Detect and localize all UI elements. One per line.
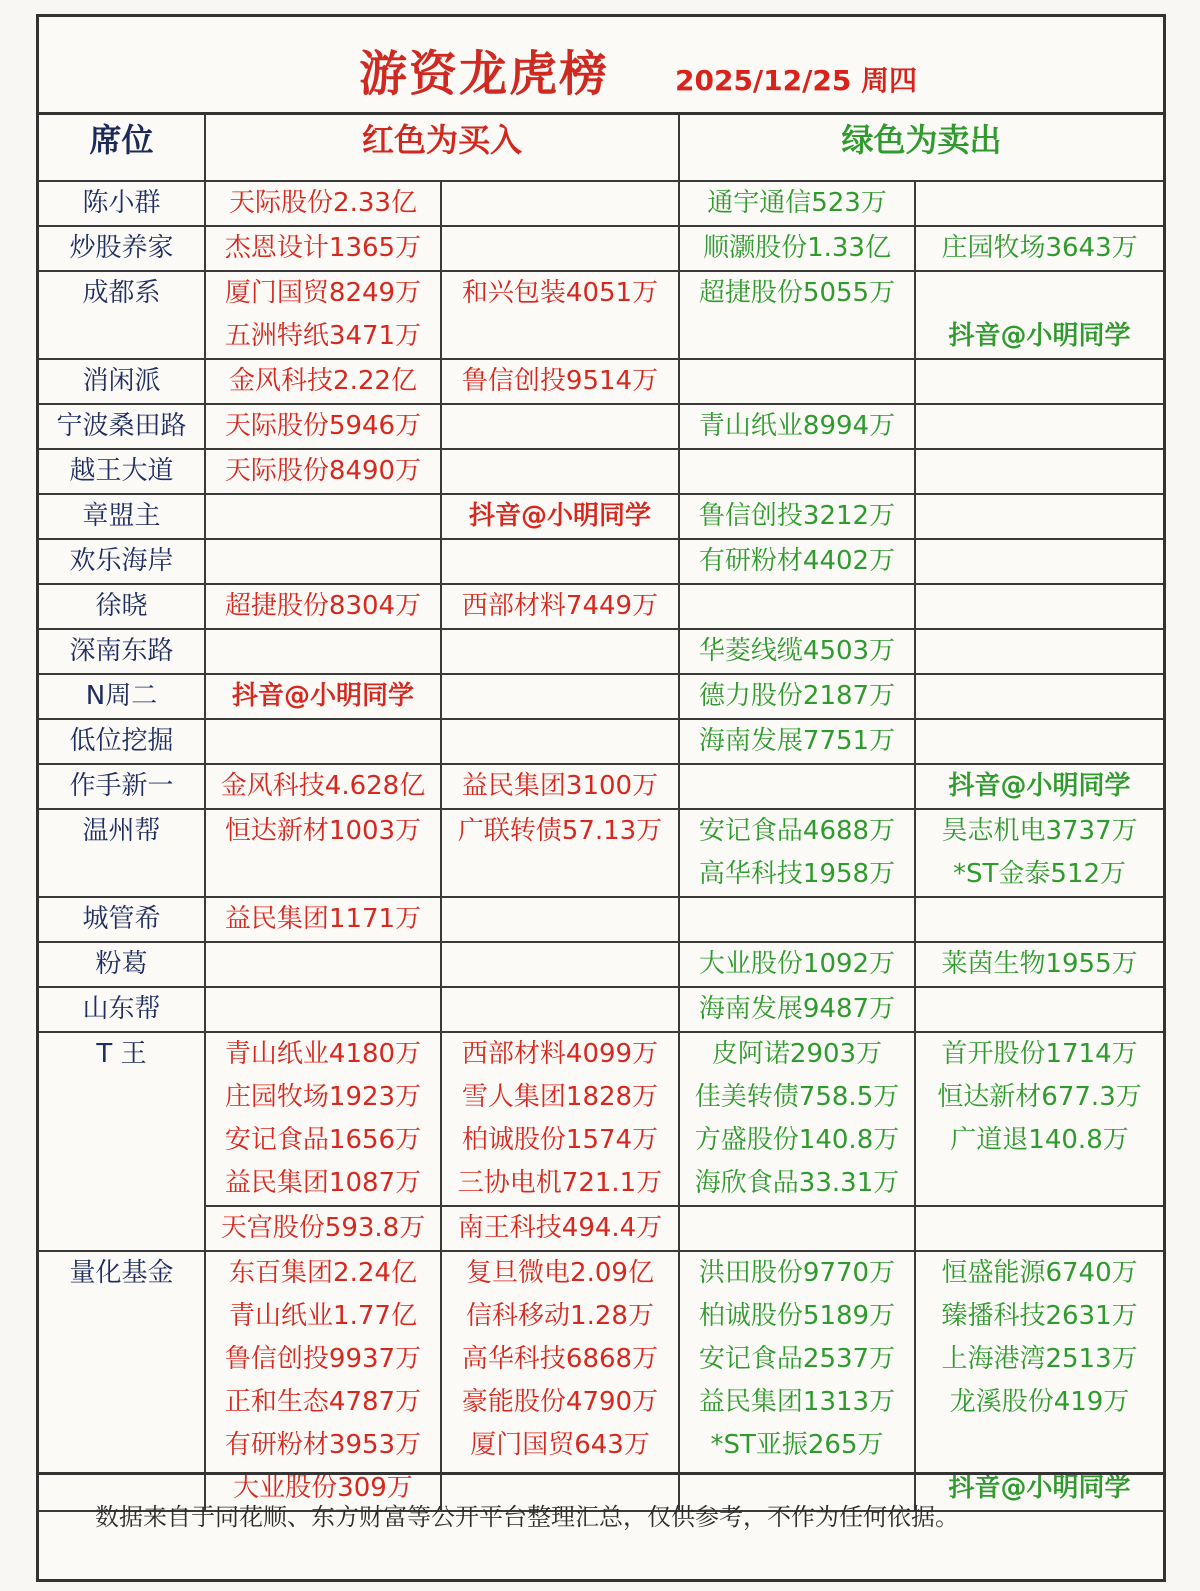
seat-name: 粉葛 xyxy=(39,942,205,987)
seat-name: 低位挖掘 xyxy=(39,719,205,764)
sell-cell xyxy=(915,674,1163,719)
buy-entry: 杰恩设计1365万 xyxy=(224,233,422,263)
buy-cell xyxy=(205,584,441,629)
buy-entry: 鲁信创投9514万 xyxy=(461,366,659,396)
watermark-text: 抖音@小明同学 xyxy=(948,771,1131,801)
sell-entry xyxy=(680,765,914,808)
sell-entry: 超捷股份5055万 xyxy=(698,278,896,308)
sell-cell xyxy=(915,897,1163,942)
sell-cell xyxy=(915,987,1163,1032)
watermark-text: 抖音@小明同学 xyxy=(948,321,1131,351)
buy-entry xyxy=(206,943,440,986)
buy-entry: 厦门国贸643万 xyxy=(470,1430,650,1460)
buy-cell xyxy=(441,719,679,764)
seat-name: 成都系 xyxy=(39,271,205,359)
buy-entry: 正和生态4787万 xyxy=(224,1387,422,1417)
table-row xyxy=(39,809,1163,897)
buy-entry xyxy=(442,675,678,718)
sell-cell xyxy=(679,1032,915,1206)
sell-entry xyxy=(916,495,1163,538)
buy-entry: 超捷股份8304万 xyxy=(224,591,422,621)
sell-entry: 广道退140.8万 xyxy=(950,1125,1129,1155)
buy-entry xyxy=(206,853,440,896)
sell-cell xyxy=(679,942,915,987)
sell-entry: 益民集团1313万 xyxy=(698,1387,896,1417)
buy-cell xyxy=(441,1206,679,1251)
table-row xyxy=(39,629,1163,674)
table-row xyxy=(39,764,1163,809)
table-row xyxy=(39,226,1163,271)
watermark-text: 抖音@小明同学 xyxy=(469,501,652,531)
buy-entry: 恒达新材1003万 xyxy=(224,816,422,846)
sell-cell xyxy=(915,764,1163,809)
sell-entry xyxy=(916,405,1163,448)
sell-cell xyxy=(679,674,915,719)
sell-entry xyxy=(680,1207,914,1250)
buy-entry: 西部材料4099万 xyxy=(461,1039,659,1069)
sell-entry xyxy=(916,450,1163,493)
buy-entry: 和兴包装4051万 xyxy=(461,278,659,308)
sell-entry: 安记食品4688万 xyxy=(698,816,896,846)
buy-entry: 庄园牧场1923万 xyxy=(224,1082,422,1112)
sell-entry xyxy=(680,360,914,403)
sell-cell xyxy=(679,719,915,764)
sell-cell xyxy=(679,539,915,584)
buy-cell xyxy=(441,226,679,271)
buy-entry: 高华科技6868万 xyxy=(461,1344,659,1374)
sell-cell xyxy=(679,1206,915,1251)
sell-entry: 青山纸业8994万 xyxy=(698,411,896,441)
seat-name: 消闲派 xyxy=(39,359,205,404)
sell-entry xyxy=(916,675,1163,718)
buy-cell xyxy=(205,494,441,539)
buy-cell xyxy=(441,809,679,897)
sell-cell xyxy=(679,359,915,404)
table-row xyxy=(39,539,1163,584)
sell-cell xyxy=(915,181,1163,226)
sell-entry: 庄园牧场3643万 xyxy=(941,233,1138,263)
sell-entry xyxy=(916,630,1163,673)
buy-entry xyxy=(442,540,678,583)
sell-entry xyxy=(680,585,914,628)
sell-entry: 臻播科技2631万 xyxy=(941,1301,1138,1331)
sell-entry: 佳美转债758.5万 xyxy=(694,1082,900,1112)
sell-entry xyxy=(680,898,914,941)
watermark-text: 抖音@小明同学 xyxy=(948,1473,1131,1503)
buy-entry: 豪能股份4790万 xyxy=(461,1387,659,1417)
sell-cell xyxy=(679,809,915,897)
buy-entry xyxy=(442,405,678,448)
buy-cell xyxy=(205,942,441,987)
buy-entry: 柏诚股份1574万 xyxy=(461,1125,659,1155)
buy-cell xyxy=(205,719,441,764)
buy-cell xyxy=(441,987,679,1032)
seat-name: 徐晓 xyxy=(39,584,205,629)
buy-cell xyxy=(205,359,441,404)
sell-entry: 昊志机电3737万 xyxy=(941,816,1138,846)
table-row xyxy=(39,584,1163,629)
buy-cell xyxy=(441,764,679,809)
buy-entry: 厦门国贸8249万 xyxy=(224,278,422,308)
table-row xyxy=(39,181,1163,226)
buy-cell xyxy=(205,271,441,359)
sell-entry xyxy=(916,720,1163,763)
buy-cell xyxy=(441,181,679,226)
seat-name: 作手新一 xyxy=(39,764,205,809)
buy-cell xyxy=(205,449,441,494)
buy-entry xyxy=(442,898,678,941)
table-row xyxy=(39,449,1163,494)
sell-entry: 高华科技1958万 xyxy=(698,859,896,889)
table-row xyxy=(39,987,1163,1032)
buy-cell xyxy=(205,1206,441,1251)
sell-cell xyxy=(915,404,1163,449)
sell-cell xyxy=(679,897,915,942)
header-row xyxy=(39,115,1163,181)
table-row xyxy=(39,494,1163,539)
footer xyxy=(39,1472,1163,1582)
buy-entry xyxy=(206,720,440,763)
buy-entry: 安记食品1656万 xyxy=(224,1125,422,1155)
buy-cell xyxy=(441,942,679,987)
buy-cell xyxy=(441,584,679,629)
buy-entry: 天际股份5946万 xyxy=(224,411,422,441)
sell-entry xyxy=(680,315,914,358)
buy-entry xyxy=(442,182,678,225)
sell-entry xyxy=(916,360,1163,403)
buy-entry: 青山纸业4180万 xyxy=(224,1039,422,1069)
buy-entry xyxy=(442,450,678,493)
buy-entry: 广联转债57.13万 xyxy=(457,816,663,846)
buy-cell xyxy=(205,181,441,226)
sell-entry: 首开股份1714万 xyxy=(941,1039,1138,1069)
buy-cell xyxy=(441,897,679,942)
buy-cell xyxy=(441,674,679,719)
sell-cell xyxy=(679,226,915,271)
seat-name: 宁波桑田路 xyxy=(39,404,205,449)
buy-entry xyxy=(206,495,440,538)
sell-entry xyxy=(916,1162,1163,1205)
table-row xyxy=(39,271,1163,359)
buy-entry: 天宫股份593.8万 xyxy=(220,1213,426,1243)
sell-entry: 柏诚股份5189万 xyxy=(698,1301,896,1331)
buy-entry xyxy=(442,853,678,896)
sell-cell xyxy=(679,449,915,494)
table-row xyxy=(39,674,1163,719)
buy-entry: 青山纸业1.77亿 xyxy=(229,1301,417,1331)
sell-entry xyxy=(916,585,1163,628)
seat-name: 章盟主 xyxy=(39,494,205,539)
buy-cell xyxy=(205,226,441,271)
buy-cell xyxy=(205,674,441,719)
table-row xyxy=(39,404,1163,449)
seat-name: 温州帮 xyxy=(39,809,205,897)
sell-cell xyxy=(679,987,915,1032)
sell-cell xyxy=(915,1206,1163,1251)
sell-entry xyxy=(680,450,914,493)
buy-cell xyxy=(441,494,679,539)
sell-entry: 洪田股份9770万 xyxy=(698,1258,896,1288)
sell-entry: 鲁信创投3212万 xyxy=(698,501,896,531)
buy-entry: 大业股份309万 xyxy=(233,1473,413,1503)
table-row xyxy=(39,897,1163,942)
buy-entry: 天际股份8490万 xyxy=(224,456,422,486)
sell-cell xyxy=(915,226,1163,271)
buy-entry: 益民集团3100万 xyxy=(461,771,659,801)
buy-entry xyxy=(442,988,678,1031)
buy-entry: 鲁信创投9937万 xyxy=(224,1344,422,1374)
buy-entry: 三协电机721.1万 xyxy=(457,1168,663,1198)
sell-cell xyxy=(915,629,1163,674)
sell-cell xyxy=(915,271,1163,359)
header-buy: 红色为买入 xyxy=(205,115,679,181)
sell-entry: 上海港湾2513万 xyxy=(941,1344,1138,1374)
buy-cell xyxy=(205,1032,441,1206)
title-bar xyxy=(39,17,1163,115)
seat-name: 深南东路 xyxy=(39,629,205,674)
sell-cell xyxy=(915,449,1163,494)
sell-entry xyxy=(916,1207,1163,1250)
buy-entry: 金风科技4.628亿 xyxy=(220,771,426,801)
seat-name: 山东帮 xyxy=(39,987,205,1032)
seat-name: 炒股养家 xyxy=(39,226,205,271)
watermark-text: 抖音@小明同学 xyxy=(231,681,414,711)
seat-name: 城管希 xyxy=(39,897,205,942)
sell-cell xyxy=(679,271,915,359)
buy-cell xyxy=(441,539,679,584)
sell-entry: *ST金泰512万 xyxy=(953,859,1127,889)
sell-cell xyxy=(679,404,915,449)
seat-table xyxy=(39,115,1163,1512)
buy-entry: 金风科技2.22亿 xyxy=(229,366,417,396)
sell-entry xyxy=(916,898,1163,941)
sell-entry: *ST亚振265万 xyxy=(710,1430,884,1460)
seat-name: 量化基金 xyxy=(39,1251,205,1511)
buy-entry xyxy=(206,630,440,673)
buy-entry xyxy=(442,943,678,986)
buy-cell xyxy=(205,539,441,584)
buy-entry: 东百集团2.24亿 xyxy=(229,1258,417,1288)
sell-cell xyxy=(679,181,915,226)
seat-name: 陈小群 xyxy=(39,181,205,226)
buy-cell xyxy=(205,987,441,1032)
report-date: 2025/12/25 周四 xyxy=(675,64,918,97)
buy-entry: 五洲特纸3471万 xyxy=(224,321,422,351)
sell-entry xyxy=(916,182,1163,225)
sell-cell xyxy=(679,584,915,629)
buy-entry: 益民集团1087万 xyxy=(224,1168,422,1198)
sell-cell xyxy=(679,629,915,674)
buy-entry: 复旦微电2.09亿 xyxy=(466,1258,654,1288)
buy-entry xyxy=(442,227,678,270)
buy-cell xyxy=(205,897,441,942)
buy-entry xyxy=(206,988,440,1031)
sell-entry: 莱茵生物1955万 xyxy=(941,949,1138,979)
sell-entry: 通宇通信523万 xyxy=(707,188,887,218)
buy-entry: 西部材料7449万 xyxy=(461,591,659,621)
buy-cell xyxy=(205,764,441,809)
sell-cell xyxy=(915,1032,1163,1206)
buy-entry: 天际股份2.33亿 xyxy=(229,188,417,218)
sell-cell xyxy=(679,764,915,809)
seat-name: T 王 xyxy=(39,1032,205,1251)
sell-entry: 龙溪股份419万 xyxy=(949,1387,1130,1417)
sell-entry: 大业股份1092万 xyxy=(698,949,896,979)
seat-name: 越王大道 xyxy=(39,449,205,494)
seat-name: 欢乐海岸 xyxy=(39,539,205,584)
sell-cell xyxy=(915,494,1163,539)
seat-name: N周二 xyxy=(39,674,205,719)
sell-entry: 海南发展7751万 xyxy=(698,726,896,756)
buy-cell xyxy=(205,809,441,897)
table-row xyxy=(39,719,1163,764)
sell-cell xyxy=(915,942,1163,987)
sell-entry: 海欣食品33.31万 xyxy=(694,1168,900,1198)
buy-entry: 南王科技494.4万 xyxy=(457,1213,663,1243)
dragon-tiger-board xyxy=(36,14,1166,1582)
buy-entry: 雪人集团1828万 xyxy=(461,1082,659,1112)
buy-entry xyxy=(442,720,678,763)
sell-entry: 顺灏股份1.33亿 xyxy=(703,233,891,263)
buy-entry: 有研粉材3953万 xyxy=(224,1430,422,1460)
sell-entry xyxy=(916,988,1163,1031)
buy-entry: 益民集团1171万 xyxy=(224,904,422,934)
table-row xyxy=(39,1206,1163,1251)
buy-cell xyxy=(441,271,679,359)
sell-cell xyxy=(679,494,915,539)
header-seat: 席位 xyxy=(39,115,205,181)
sell-entry: 皮阿诺2903万 xyxy=(711,1039,883,1069)
sell-entry: 德力股份2187万 xyxy=(698,681,896,711)
buy-cell xyxy=(441,359,679,404)
sell-entry xyxy=(916,540,1163,583)
sell-entry: 安记食品2537万 xyxy=(698,1344,896,1374)
buy-entry xyxy=(442,630,678,673)
sell-entry: 方盛股份140.8万 xyxy=(694,1125,900,1155)
buy-cell xyxy=(441,629,679,674)
buy-entry xyxy=(206,540,440,583)
sell-cell xyxy=(915,584,1163,629)
buy-entry: 信科移动1.28万 xyxy=(466,1301,654,1331)
table-row xyxy=(39,942,1163,987)
buy-cell xyxy=(441,404,679,449)
buy-cell xyxy=(205,404,441,449)
buy-cell xyxy=(441,449,679,494)
sell-entry xyxy=(916,272,1163,315)
sell-cell xyxy=(915,809,1163,897)
table-row xyxy=(39,1032,1163,1206)
disclaimer: 数据来自于同花顺、东方财富等公开平台整理汇总，仅供参考，不作为任何依据。 xyxy=(95,1503,959,1531)
table-row xyxy=(39,359,1163,404)
header-sell: 绿色为卖出 xyxy=(679,115,1163,181)
sell-entry: 海南发展9487万 xyxy=(698,994,896,1024)
sell-cell xyxy=(915,359,1163,404)
sell-entry: 恒达新材677.3万 xyxy=(937,1082,1142,1112)
sell-entry: 华菱线缆4503万 xyxy=(698,636,896,666)
sell-entry: 有研粉材4402万 xyxy=(698,546,896,576)
buy-entry xyxy=(442,315,678,358)
sell-entry xyxy=(916,1424,1163,1467)
buy-cell xyxy=(205,629,441,674)
sell-cell xyxy=(915,539,1163,584)
sell-cell xyxy=(915,719,1163,764)
page-title: 游资龙虎榜 xyxy=(359,46,610,102)
sell-entry: 恒盛能源6740万 xyxy=(941,1258,1138,1288)
buy-cell xyxy=(441,1032,679,1206)
